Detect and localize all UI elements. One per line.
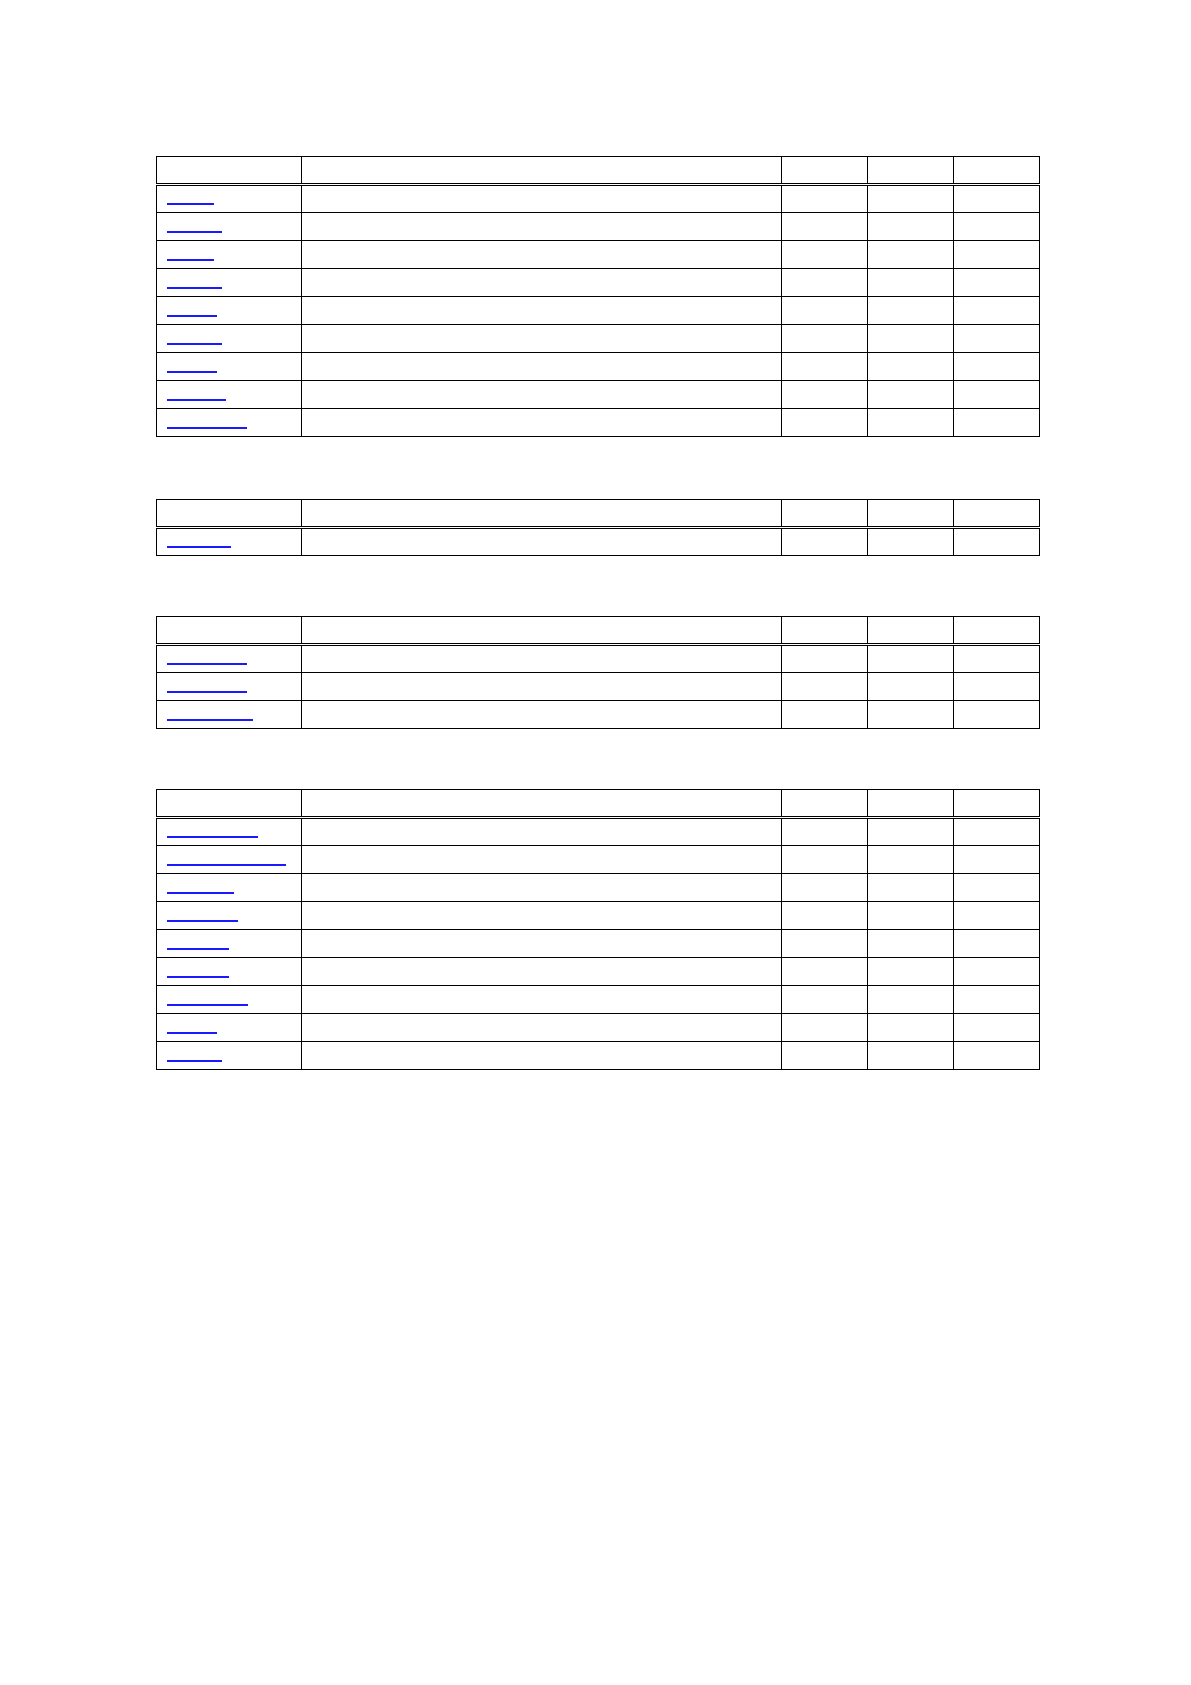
cell-col-c [954, 269, 1040, 297]
cell-id [157, 673, 302, 701]
cell-col-a [782, 185, 868, 213]
cell-col-a [782, 381, 868, 409]
row-link[interactable] [167, 920, 238, 922]
cell-col-b [868, 381, 954, 409]
cell-id [157, 528, 302, 556]
cell-id [157, 818, 302, 846]
cell-col-c [954, 673, 1040, 701]
row-link[interactable] [167, 836, 258, 838]
table-3 [156, 616, 1040, 729]
row-link[interactable] [167, 1060, 222, 1062]
cell-description [302, 673, 782, 701]
table-header [157, 790, 1040, 818]
table-row [157, 1014, 1040, 1042]
cell-col-c [954, 930, 1040, 958]
header-cell-col-b [868, 157, 954, 185]
cell-col-c [954, 185, 1040, 213]
cell-col-b [868, 1042, 954, 1070]
table-row [157, 325, 1040, 353]
cell-col-c [954, 986, 1040, 1014]
header-cell-description [302, 157, 782, 185]
cell-col-a [782, 528, 868, 556]
cell-description [302, 930, 782, 958]
cell-description [302, 213, 782, 241]
table-4 [156, 789, 1040, 1070]
table-row [157, 673, 1040, 701]
table-body [157, 818, 1040, 1070]
cell-col-a [782, 958, 868, 986]
cell-col-a [782, 409, 868, 437]
row-link[interactable] [167, 1032, 217, 1034]
cell-col-a [782, 902, 868, 930]
cell-col-c [954, 1014, 1040, 1042]
cell-description [302, 874, 782, 902]
cell-col-c [954, 902, 1040, 930]
header-cell-id [157, 500, 302, 528]
cell-col-c [954, 381, 1040, 409]
row-link[interactable] [167, 1004, 248, 1006]
cell-col-b [868, 1014, 954, 1042]
cell-id [157, 297, 302, 325]
cell-description [302, 958, 782, 986]
cell-col-a [782, 1014, 868, 1042]
table-row [157, 241, 1040, 269]
cell-id [157, 1042, 302, 1070]
cell-col-a [782, 874, 868, 902]
table-row [157, 1042, 1040, 1070]
cell-col-c [954, 701, 1040, 729]
cell-col-b [868, 185, 954, 213]
cell-col-c [954, 958, 1040, 986]
header-cell-col-c [954, 617, 1040, 645]
cell-col-c [954, 213, 1040, 241]
row-link[interactable] [167, 259, 214, 261]
row-link[interactable] [167, 343, 222, 345]
cell-description [302, 185, 782, 213]
cell-col-a [782, 673, 868, 701]
table-row [157, 846, 1040, 874]
row-link[interactable] [167, 399, 226, 401]
table-header [157, 617, 1040, 645]
cell-col-a [782, 269, 868, 297]
cell-col-b [868, 213, 954, 241]
cell-col-c [954, 409, 1040, 437]
cell-description [302, 902, 782, 930]
row-link[interactable] [167, 892, 234, 894]
cell-col-a [782, 297, 868, 325]
cell-description [302, 353, 782, 381]
table-row [157, 528, 1040, 556]
cell-col-b [868, 701, 954, 729]
table-row [157, 409, 1040, 437]
cell-description [302, 1042, 782, 1070]
cell-id [157, 645, 302, 673]
table-row [157, 986, 1040, 1014]
table-row [157, 818, 1040, 846]
row-link[interactable] [167, 691, 247, 693]
row-link[interactable] [167, 287, 222, 289]
cell-col-b [868, 297, 954, 325]
cell-col-c [954, 874, 1040, 902]
cell-id [157, 701, 302, 729]
cell-id [157, 353, 302, 381]
table-row [157, 213, 1040, 241]
cell-col-a [782, 353, 868, 381]
row-link[interactable] [167, 546, 231, 548]
header-cell-col-a [782, 500, 868, 528]
cell-col-a [782, 701, 868, 729]
cell-col-a [782, 818, 868, 846]
row-link[interactable] [167, 203, 214, 205]
cell-id [157, 213, 302, 241]
cell-col-b [868, 930, 954, 958]
header-cell-description [302, 500, 782, 528]
cell-col-b [868, 986, 954, 1014]
header-cell-col-b [868, 500, 954, 528]
cell-id [157, 874, 302, 902]
table-row [157, 701, 1040, 729]
table-row [157, 958, 1040, 986]
row-link[interactable] [167, 976, 229, 978]
table-body [157, 528, 1040, 556]
cell-col-a [782, 213, 868, 241]
header-cell-col-b [868, 790, 954, 818]
cell-col-b [868, 269, 954, 297]
cell-id [157, 986, 302, 1014]
cell-col-b [868, 353, 954, 381]
table-body [157, 645, 1040, 729]
cell-col-b [868, 958, 954, 986]
cell-id [157, 930, 302, 958]
cell-description [302, 645, 782, 673]
header-cell-col-a [782, 617, 868, 645]
table-body [157, 185, 1040, 437]
cell-id [157, 185, 302, 213]
table-row [157, 185, 1040, 213]
cell-col-c [954, 297, 1040, 325]
cell-description [302, 409, 782, 437]
table-row [157, 645, 1040, 673]
cell-id [157, 958, 302, 986]
cell-col-b [868, 241, 954, 269]
header-cell-col-c [954, 157, 1040, 185]
cell-description [302, 528, 782, 556]
row-link[interactable] [167, 663, 247, 665]
row-link[interactable] [167, 231, 222, 233]
cell-col-a [782, 241, 868, 269]
table-1 [156, 156, 1040, 437]
table-2 [156, 499, 1040, 556]
table-header [157, 500, 1040, 528]
cell-description [302, 701, 782, 729]
row-link[interactable] [167, 427, 247, 429]
cell-col-b [868, 902, 954, 930]
header-cell-col-a [782, 790, 868, 818]
header-cell-id [157, 617, 302, 645]
table-row [157, 269, 1040, 297]
cell-col-c [954, 645, 1040, 673]
cell-id [157, 381, 302, 409]
cell-col-b [868, 409, 954, 437]
cell-col-a [782, 1042, 868, 1070]
header-cell-id [157, 157, 302, 185]
cell-col-c [954, 846, 1040, 874]
cell-col-b [868, 325, 954, 353]
cell-col-b [868, 673, 954, 701]
cell-col-b [868, 645, 954, 673]
row-link[interactable] [167, 864, 286, 866]
cell-col-b [868, 528, 954, 556]
cell-id [157, 846, 302, 874]
header-cell-description [302, 617, 782, 645]
cell-col-a [782, 846, 868, 874]
cell-description [302, 986, 782, 1014]
cell-description [302, 846, 782, 874]
cell-description [302, 241, 782, 269]
header-cell-col-c [954, 500, 1040, 528]
cell-description [302, 325, 782, 353]
cell-id [157, 325, 302, 353]
header-cell-id [157, 790, 302, 818]
cell-description [302, 381, 782, 409]
header-cell-col-c [954, 790, 1040, 818]
cell-description [302, 297, 782, 325]
table-row [157, 353, 1040, 381]
cell-col-b [868, 846, 954, 874]
header-cell-col-a [782, 157, 868, 185]
table-row [157, 902, 1040, 930]
cell-col-a [782, 325, 868, 353]
row-link[interactable] [167, 948, 229, 950]
table-row [157, 930, 1040, 958]
cell-id [157, 902, 302, 930]
cell-description [302, 269, 782, 297]
cell-col-c [954, 325, 1040, 353]
table-header [157, 157, 1040, 185]
cell-id [157, 1014, 302, 1042]
cell-col-b [868, 818, 954, 846]
header-cell-description [302, 790, 782, 818]
cell-col-c [954, 241, 1040, 269]
cell-col-c [954, 1042, 1040, 1070]
table-row [157, 381, 1040, 409]
cell-col-c [954, 818, 1040, 846]
table-row [157, 297, 1040, 325]
cell-col-a [782, 645, 868, 673]
cell-col-c [954, 353, 1040, 381]
cell-col-b [868, 874, 954, 902]
cell-col-a [782, 986, 868, 1014]
header-cell-col-b [868, 617, 954, 645]
row-link[interactable] [167, 371, 217, 373]
row-link[interactable] [167, 719, 253, 721]
cell-id [157, 241, 302, 269]
row-link[interactable] [167, 315, 217, 317]
cell-col-c [954, 528, 1040, 556]
table-row [157, 874, 1040, 902]
cell-col-a [782, 930, 868, 958]
cell-id [157, 269, 302, 297]
cell-description [302, 1014, 782, 1042]
cell-id [157, 409, 302, 437]
cell-description [302, 818, 782, 846]
